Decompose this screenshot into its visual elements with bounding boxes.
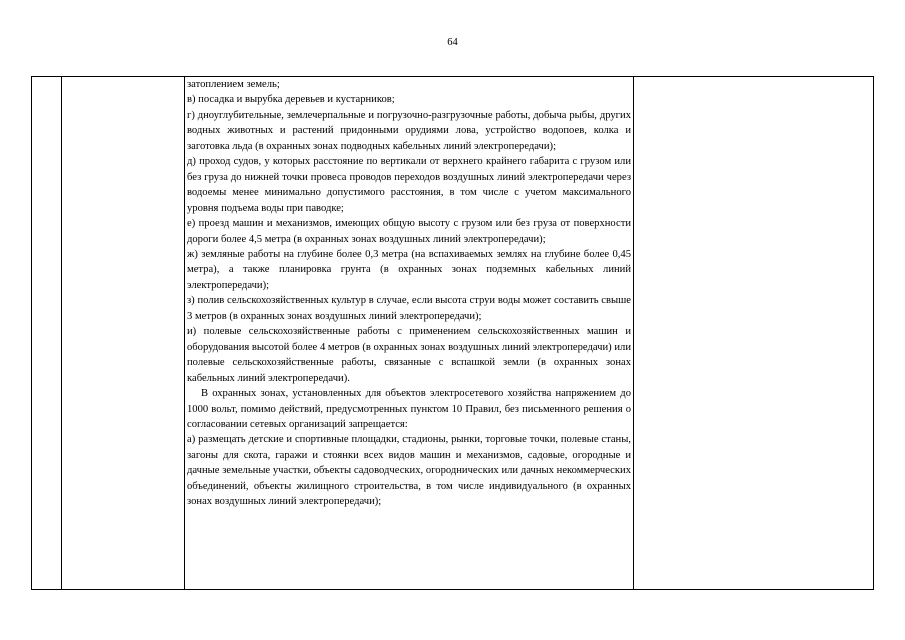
paragraph: е) проезд машин и механизмов, имеющих общую высоту с грузом или без груза от поверхности дороги более 4,5 метра (в охранных зонах воздушных линий электропередачи); — [187, 218, 631, 245]
paragraph: в) посадка и вырубка деревьев и кустарников; — [187, 94, 395, 106]
paragraph: В охранных зонах, установленных для объектов электросетевого хозяйства напряжением до 1000 вольт, помимо действий, предусмотренных пунктом 10 Правил, без письменного решения о согласовании сетевых организаций запрещается: — [187, 388, 631, 430]
paragraph: и) полевые сельскохозяйственные работы с применением сельскохозяйственных машин и оборудования высотой более 4 метров (в охранных зонах воздушных линий электропередачи) или полевые сельскохозяйственные работы, связанные с вспашкой земли (в охранных зонах кабельных линий электропередачи). — [187, 326, 631, 384]
column-divider-2 — [184, 77, 185, 589]
paragraph: з) полив сельскохозяйственных культур в случае, если высота струи воды может составить свыше 3 метров (в охранных зонах воздушных линий электропередачи); — [187, 295, 631, 322]
paragraph: г) дноуглубительные, землечерпальные и погрузочно-разгрузочные работы, добыча рыбы, других водных животных и растений придонными орудиями лова, устройство водопоев, колка и заготовка льда (в охранных зонах подводных кабельных линий электропередачи); — [187, 109, 631, 152]
column-divider-3 — [633, 77, 634, 589]
page-number: 64 — [447, 37, 458, 48]
paragraph: ж) земляные работы на глубине более 0,3 метра (на вспахиваемых землях на глубине более 0,45 метра), а также планировка грунта (в охранных зонах подземных кабельных линий электропередачи); — [187, 248, 631, 291]
document-table — [31, 76, 874, 590]
paragraph: а) размещать детские и спортивные площадки, стадионы, рынки, торговые точки, полевые станы, загоны для скота, гаражи и стоянки всех видов машин и механизмов, садовые, огородные и дачные земельные участки, объекты садоводческих, огороднических или дачных некоммерческих объединений, объекты жилищного строительства, в том числе индивидуального (в охранных зонах воздушных линий электропередачи); — [187, 434, 631, 508]
paragraph: затоплением земель; — [187, 79, 280, 90]
column-divider-1 — [61, 77, 62, 589]
paragraph: д) проход судов, у которых расстояние по вертикали от верхнего крайнего габарита с грузом или без груза до нижней точки провеса проводов переходов воздушных линий электропередачи через водоемы менее минимально допустимого расстояния, в том числе с учетом максимального уровня подъема воды при паводке; — [187, 156, 631, 214]
table-text-cell — [187, 77, 631, 510]
